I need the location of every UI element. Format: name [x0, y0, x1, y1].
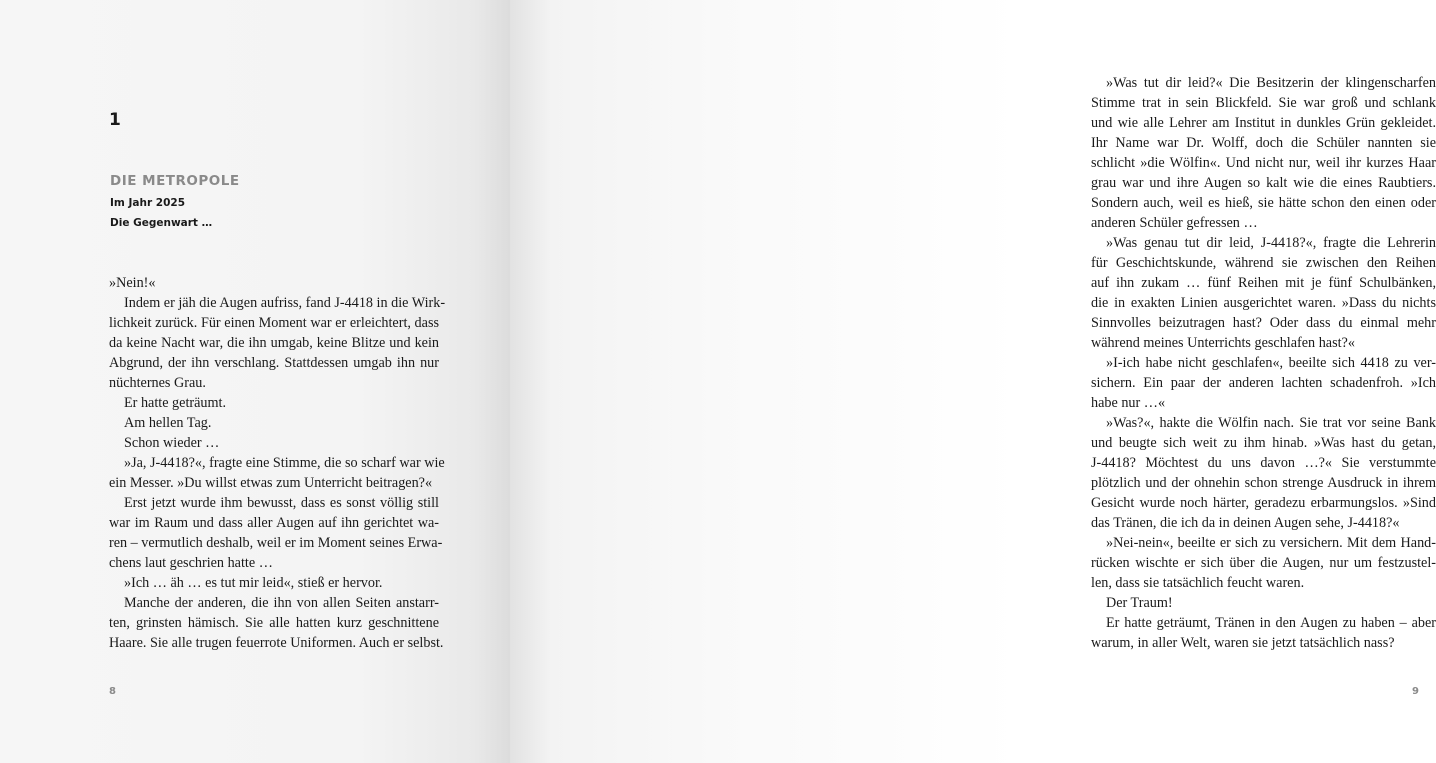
text-line: Schon wieder … [124, 435, 220, 451]
text-line: Sinnvolles beizutragen hast? Oder dass du einmal mehr [1091, 315, 1436, 331]
text-line: die in exakten Linien ausgerichtet waren. »Dass du nichts [1091, 295, 1436, 311]
left-page [0, 0, 510, 763]
text-line: war im Raum und dass aller Augen auf ihn gerichtet wa- [109, 515, 439, 531]
text-line: Haare. Sie alle trugen feuerrote Uniformen. Auch er selbst. [109, 635, 444, 651]
text-line: plötzlich und der ohnehin schon strenge Ausdruck in ihrem [1091, 475, 1436, 491]
text-line: »Nei-nein«, beeilte er sich zu versichern. Mit dem Hand- [1106, 535, 1436, 551]
text-line: Er hatte geträumt. [124, 395, 227, 411]
text-line: »Ich … äh … es tut mir leid«, stieß er hervor. [124, 575, 383, 591]
right-page [510, 0, 1436, 763]
text-line: warum, in aller Welt, waren sie jetzt tatsächlich nass? [1091, 635, 1395, 651]
text-line: schlicht »die Wölfin«. Und nicht nur, weil ihr kurzes Haar [1091, 155, 1436, 171]
right-body-text [1091, 73, 1436, 653]
page-number-right: 9 [1412, 686, 1419, 697]
text-line: »I-ich habe nicht geschlafen«, beeilte sich 4418 zu ver- [1106, 355, 1436, 371]
text-line: ten, grinsten hämisch. Sie alle hatten kurz geschnittene [109, 615, 439, 631]
text-line: auf ihn zukam … fünf Reihen mit je fünf Schulbänken, [1091, 275, 1436, 291]
text-line: »Ja, J-4418?«, fragte eine Stimme, die so scharf war wie [124, 455, 445, 471]
text-line: Sondern auch, weil es hieß, sie hätte schon den einen oder [1091, 195, 1436, 211]
text-line: len, dass sie tatsächlich feucht waren. [1091, 575, 1305, 591]
text-line: »Was genau tut dir leid, J-4418?«, fragte die Lehrerin [1106, 235, 1436, 251]
text-line: »Nein!« [109, 275, 156, 291]
text-line: Er hatte geträumt, Tränen in den Augen zu haben – aber [1106, 615, 1436, 631]
chapter-subtitle-present: Die Gegenwart … [110, 217, 213, 229]
text-line: Indem er jäh die Augen aufriss, fand J-4418 in die Wirk- [124, 295, 446, 311]
text-line: Abgrund, der ihn verschlang. Stattdessen umgab ihn nur [109, 355, 439, 371]
text-line: habe nur …« [1091, 395, 1166, 411]
chapter-number: 1 [109, 110, 121, 130]
text-line: da keine Nacht war, die ihn umgab, keine Blitze und kein [109, 335, 439, 351]
text-line-italic: Der Traum! [1106, 595, 1173, 611]
text-line: ein Messer. »Du willst etwas zum Unterricht beitragen?« [109, 475, 433, 491]
text-line: Ihr Name war Dr. Wolff, doch die Schüler nannten sie [1091, 135, 1436, 151]
text-line: anderen Schüler gefressen … [1091, 215, 1258, 231]
text-line: und wie alle Lehrer am Institut in dunkles Grün gekleidet. [1091, 115, 1436, 131]
text-line: während meines Unterrichts geschlafen hast?« [1091, 335, 1355, 351]
text-line: Gesicht wurde noch härter, geradezu erbarmungslos. »Sind [1091, 495, 1436, 511]
text-line: nüchternes Grau. [109, 375, 206, 391]
left-body-text [109, 273, 446, 653]
text-line: sichern. Ein paar der anderen lachten schadenfroh. »Ich [1091, 375, 1436, 391]
text-line: Stimme trat in sein Blickfeld. Sie war groß und schlank [1091, 95, 1436, 111]
text-line: lichkeit zurück. Für einen Moment war er erleichtert, dass [109, 315, 439, 331]
text-line: für Geschichtskunde, während sie zwischen den Reihen [1091, 255, 1436, 271]
text-line: ren – vermutlich deshalb, weil er im Moment seines Erwa- [109, 535, 443, 551]
text-line: chens laut geschrien hatte … [109, 555, 273, 571]
text-line: grau war und ihre Augen so kalt wie die eines Raubtiers. [1091, 175, 1436, 191]
text-line: rücken wischte er sich über die Augen, nur um festzustel- [1091, 555, 1436, 571]
text-line: »Was?«, hakte die Wölfin nach. Sie trat vor seine Bank [1106, 415, 1436, 431]
text-line: J-4418? Möchtest du uns davon …?« Sie verstummte [1091, 455, 1436, 471]
text-line: Erst jetzt wurde ihm bewusst, dass es sonst völlig still [124, 495, 439, 511]
chapter-subtitle-year: Im Jahr 2025 [110, 197, 186, 209]
text-line: »Was tut dir leid?« Die Besitzerin der klingenscharfen [1106, 75, 1436, 91]
page-number-left: 8 [109, 686, 116, 697]
chapter-title: DIE METROPOLE [110, 173, 240, 189]
text-line: das Tränen, die ich da in deinen Augen sehe, J-4418?« [1091, 515, 1400, 531]
text-line: Am hellen Tag. [124, 415, 212, 431]
text-line: und beugte sich weit zu ihm hinab. »Was hast du getan, [1091, 435, 1436, 451]
text-line: Manche der anderen, die ihn von allen Seiten anstarr- [124, 595, 439, 611]
